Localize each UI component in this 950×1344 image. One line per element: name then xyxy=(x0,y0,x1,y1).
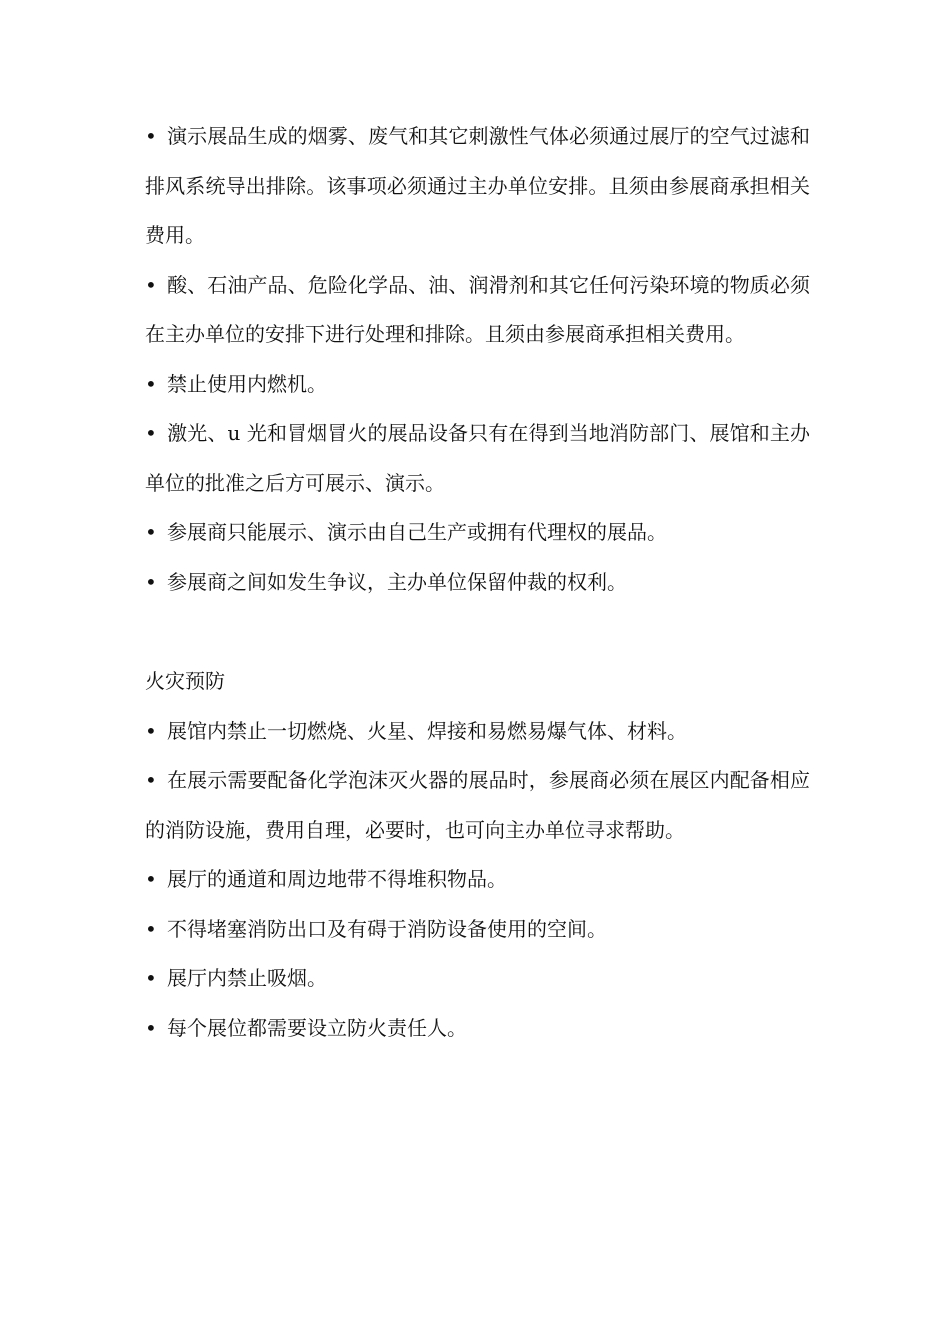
bullet: • xyxy=(145,569,157,594)
document-body xyxy=(145,112,810,1053)
list-item: • 参展商只能展示、演示由自己生产或拥有代理权的展品。 xyxy=(145,508,810,558)
bullet: • xyxy=(145,520,157,544)
list-item: • 展馆内禁止一切燃烧、火星、焊接和易燃易爆气体、材料。 xyxy=(145,707,810,757)
list-item: • 参展商之间如发生争议，主办单位保留仲裁的权利。 xyxy=(145,558,810,608)
bullet: • xyxy=(145,867,157,891)
bullet: • xyxy=(145,916,157,941)
bullet: • xyxy=(145,421,157,445)
list-item: • 演示展品生成的烟雾、废气和其它刺激性气体必须通过展厅的空气过滤和排风系统导出排除。该事项必须通过主办单位安排。且须由参展商承担相关费用。 xyxy=(145,112,810,261)
section-heading-fire-prevention: 火灾预防 xyxy=(145,669,225,693)
bullet: • xyxy=(145,124,157,148)
bullet: • xyxy=(145,718,157,743)
list-item: • 在展示需要配备化学泡沫灭火器的展品时，参展商必须在展区内配备相应的消防设施，费用自理，必要时，也可向主办单位寻求帮助。 xyxy=(145,756,810,855)
rules-list xyxy=(145,112,810,607)
fire-prevention-list xyxy=(145,707,810,1054)
list-item: • 展厅内禁止吸烟。 xyxy=(145,954,810,1004)
list-item: • 激光、u 光和冒烟冒火的展品设备只有在得到当地消防部门、展馆和主办单位的批准之后方可展示、演示。 xyxy=(145,409,810,508)
bullet: • xyxy=(145,1015,157,1040)
list-item: • 每个展位都需要设立防火责任人。 xyxy=(145,1004,810,1054)
section-gap xyxy=(145,607,810,657)
bullet: • xyxy=(145,768,157,792)
bullet: • xyxy=(145,272,157,297)
list-item: • 展厅的通道和周边地带不得堆积物品。 xyxy=(145,855,810,905)
list-item: • 酸、石油产品、危险化学品、油、润滑剂和其它任何污染环境的物质必须在主办单位的安排下进行处理和排除。且须由参展商承担相关费用。 xyxy=(145,261,810,360)
list-item: • 不得堵塞消防出口及有碍于消防设备使用的空间。 xyxy=(145,905,810,955)
bullet: • xyxy=(145,966,157,990)
list-item: • 禁止使用内燃机。 xyxy=(145,360,810,410)
bullet: • xyxy=(145,371,157,396)
